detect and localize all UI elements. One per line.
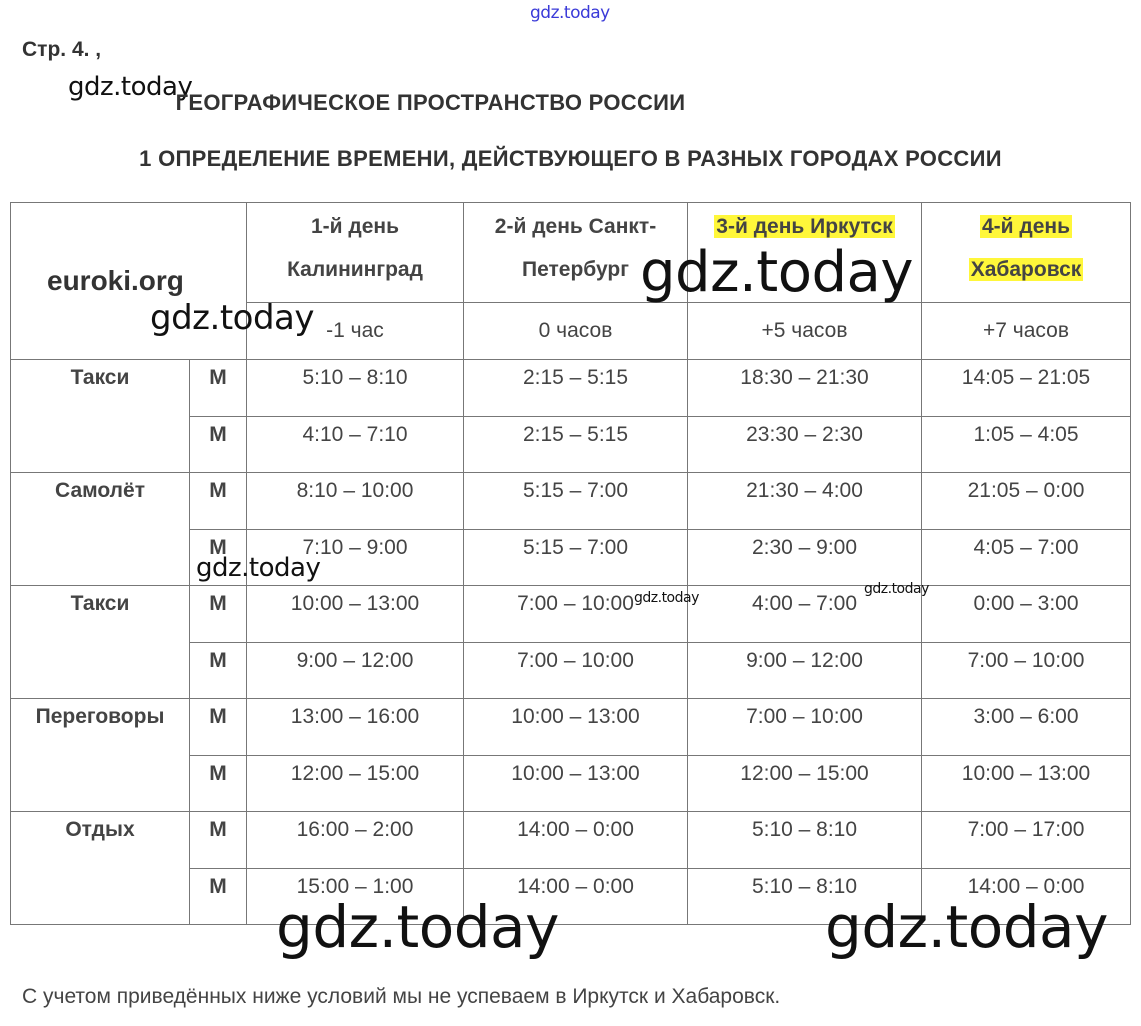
time-range-cell: 1:05 – 4:05 <box>922 417 1131 473</box>
timezone-offset: 0 часов <box>464 303 688 360</box>
time-range-cell: 7:00 – 10:00 <box>464 643 688 699</box>
time-range-cell: 7:10 – 9:00 <box>247 530 464 586</box>
time-range-cell: 14:00 – 0:00 <box>464 869 688 925</box>
watermark: gdz.today <box>150 298 314 338</box>
time-range-cell: 2:15 – 5:15 <box>464 417 688 473</box>
time-range-cell: 5:15 – 7:00 <box>464 473 688 530</box>
time-range-cell: 12:00 – 15:00 <box>247 756 464 812</box>
watermark: gdz.today <box>825 893 1108 961</box>
activity-label: Самолёт <box>11 473 190 586</box>
time-range-cell: 4:05 – 7:00 <box>922 530 1131 586</box>
timezone-offset: -1 час <box>247 303 464 360</box>
time-range-cell: 13:00 – 16:00 <box>247 699 464 756</box>
watermark: gdz.today <box>864 581 929 597</box>
time-range-cell: 10:00 – 13:00 <box>922 756 1131 812</box>
time-range-cell: 3:00 – 6:00 <box>922 699 1131 756</box>
watermark: gdz.today <box>196 553 321 583</box>
time-range-cell: 10:00 – 13:00 <box>247 586 464 643</box>
time-range-cell: 16:00 – 2:00 <box>247 812 464 869</box>
marker-green: М <box>190 417 247 473</box>
time-range-cell: 14:00 – 0:00 <box>922 869 1131 925</box>
time-range-cell: 10:00 – 13:00 <box>464 699 688 756</box>
time-range-cell: 5:10 – 8:10 <box>688 869 922 925</box>
column-city-label: Хабаровск <box>970 258 1082 281</box>
watermark: gdz.today <box>276 893 559 961</box>
activity-label: Такси <box>11 360 190 473</box>
time-range-cell: 21:30 – 4:00 <box>688 473 922 530</box>
column-day-label: 2-й день Санкт- <box>494 215 657 238</box>
column-city-label: Калининград <box>287 258 423 281</box>
watermark: gdz.today <box>640 240 914 305</box>
time-range-cell: 5:10 – 8:10 <box>247 360 464 417</box>
column-day-label: 3-й день Иркутск <box>716 215 893 238</box>
time-range-cell: 4:00 – 7:00 <box>688 586 922 643</box>
page-subtitle: 1 ОПРЕДЕЛЕНИЕ ВРЕМЕНИ, ДЕЙСТВУЮЩЕГО В РАЗНЫХ ГОРОДАХ РОССИИ <box>139 146 1002 171</box>
time-range-cell: 7:00 – 10:00 <box>688 699 922 756</box>
time-range-cell: 4:10 – 7:10 <box>247 417 464 473</box>
time-range-cell: 10:00 – 13:00 <box>464 756 688 812</box>
time-range-cell: 14:05 – 21:05 <box>922 360 1131 417</box>
time-range-cell: 7:00 – 10:00 <box>464 586 688 643</box>
time-range-cell: 18:30 – 21:30 <box>688 360 922 417</box>
marker-red: М <box>190 586 247 643</box>
marker-green: М <box>190 643 247 699</box>
marker-red: М <box>190 699 247 756</box>
activity-label: Переговоры <box>11 699 190 812</box>
column-header-day1 <box>247 203 464 303</box>
column-day-label: 1-й день <box>310 215 400 238</box>
time-range-cell: 21:05 – 0:00 <box>922 473 1131 530</box>
time-range-cell: 2:15 – 5:15 <box>464 360 688 417</box>
time-range-cell: 5:10 – 8:10 <box>688 812 922 869</box>
marker-red: М <box>190 473 247 530</box>
column-city-label: Петербург <box>522 258 629 281</box>
marker-red: М <box>190 812 247 869</box>
time-range-cell: 0:00 – 3:00 <box>922 586 1131 643</box>
time-range-cell: 14:00 – 0:00 <box>464 812 688 869</box>
time-range-cell: 5:15 – 7:00 <box>464 530 688 586</box>
watermark: gdz.today <box>68 72 193 102</box>
time-range-cell: 7:00 – 17:00 <box>922 812 1131 869</box>
timezone-offset: +7 часов <box>922 303 1131 360</box>
page-reference: Стр. 4. , <box>22 38 102 61</box>
time-range-cell: 9:00 – 12:00 <box>688 643 922 699</box>
time-range-cell: 15:00 – 1:00 <box>247 869 464 925</box>
marker-green: М <box>190 756 247 812</box>
time-range-cell: 23:30 – 2:30 <box>688 417 922 473</box>
column-day-label: 4-й день <box>981 215 1071 238</box>
footer-note: С учетом приведённых ниже условий мы не успеваем в Иркутск и Хабаровск. <box>22 985 781 1008</box>
watermark: gdz.today <box>634 590 699 606</box>
brand-label: euroki.org <box>47 265 184 296</box>
time-range-cell: 8:10 – 10:00 <box>247 473 464 530</box>
time-range-cell: 12:00 – 15:00 <box>688 756 922 812</box>
marker-green: М <box>190 530 247 586</box>
timezone-offset: +5 часов <box>688 303 922 360</box>
activity-label: Такси <box>11 586 190 699</box>
marker-green: М <box>190 869 247 925</box>
time-range-cell: 9:00 – 12:00 <box>247 643 464 699</box>
watermark: gdz.today <box>530 3 610 23</box>
activity-label: Отдых <box>11 812 190 925</box>
time-range-cell: 2:30 – 9:00 <box>688 530 922 586</box>
marker-red: М <box>190 360 247 417</box>
time-range-cell: 7:00 – 10:00 <box>922 643 1131 699</box>
column-header-day4 <box>922 203 1131 303</box>
page-title: ГЕОГРАФИЧЕСКОЕ ПРОСТРАНСТВО РОССИИ <box>175 90 686 115</box>
